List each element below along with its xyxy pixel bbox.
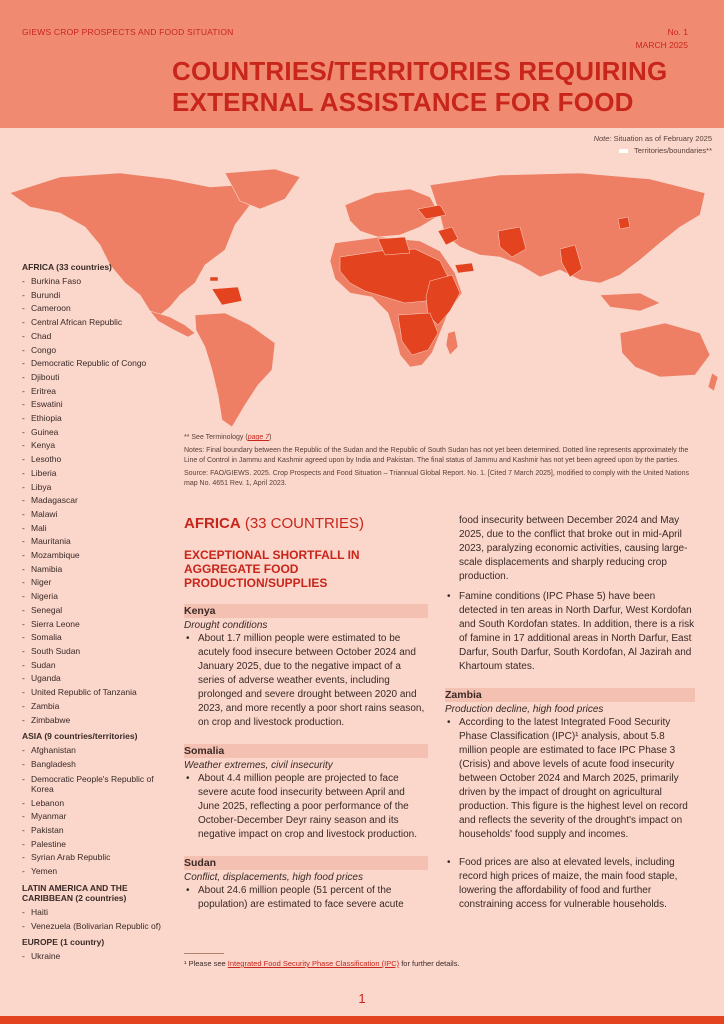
list-item: - Afghanistan: [22, 744, 172, 758]
list-item: - United Republic of Tanzania: [22, 686, 172, 700]
country-heading-somalia: Somalia: [184, 744, 428, 758]
legend-swatch: [619, 149, 628, 153]
country-heading-zambia: Zambia: [445, 688, 695, 702]
kenya-subtitle: Drought conditions: [184, 620, 268, 631]
south-america-landmass: [195, 313, 275, 427]
list-item: - Chad: [22, 330, 172, 344]
asia-list-title: ASIA (9 countries/territories): [22, 731, 138, 742]
list-item: - Syrian Arab Republic: [22, 851, 172, 865]
source-note: Source: FAO/GIEWS. 2025. Crop Prospects and Food Situation – Triannual Global Report. No. 1. [Cited 7 March 2025], modified to comply with the United Nations map No. 4651 Rev. 1, April 2023.: [184, 470, 690, 487]
list-item: - Uganda: [22, 672, 172, 686]
list-item: - Namibia: [22, 563, 172, 577]
list-item: - Zimbabwe: [22, 714, 172, 728]
list-item: - Cameroon: [22, 302, 172, 316]
list-item: - Lesotho: [22, 453, 172, 467]
sudan-subtitle: Conflict, displacements, high food prices: [184, 872, 363, 883]
list-item: - Zambia: [22, 700, 172, 714]
list-item: - Haiti: [22, 906, 172, 920]
terminology-link[interactable]: page 7: [247, 434, 270, 441]
list-item: - Burundi: [22, 289, 172, 303]
list-item: - Democratic Republic of Congo: [22, 357, 172, 371]
content-column-right: [445, 514, 695, 926]
bottom-bar: [0, 1016, 724, 1024]
note-label: Note:: [593, 134, 612, 143]
haiti-highlight: [210, 277, 218, 281]
boundary-note: Notes: Final boundary between the Republic of the Sudan and the Republic of South Sudan has not yet been determined. Dotted line represents approximately the Line of Control in Jammu and Kashmir agreed upon by India and Pakistan. The final status of Jammu and Kashmir has not yet been agreed upon by the parties.: [184, 447, 689, 464]
list-item: - Kenya: [22, 439, 172, 453]
header-banner: [0, 0, 724, 128]
zambia-bullet: • According to the latest Integrated Food Security Phase Classification (IPC)¹ analysis, about 5.8 million people are estimated to face IPC Phase 3 (Crisis) and above levels of acute food insecurity between October 2024 and March 2025, primarily driven by the impact of drought on agricultural production. This figure is the highest level on record and reflects the severity of the drought's impact on households' food supply and incomes.: [445, 716, 695, 842]
list-item: - Sierra Leone: [22, 618, 172, 632]
list-item: - Venezuela (Bolivarian Republic of): [22, 920, 172, 934]
madagascar-landmass: [446, 331, 458, 355]
list-item: - Malawi: [22, 508, 172, 522]
list-item: - Democratic People's Republic of Korea: [22, 774, 172, 795]
map-note: Note: Situation as of February 2025 Territories/boundaries**: [593, 134, 712, 155]
list-item: - Mauritania: [22, 535, 172, 549]
sudan-bullet-2: • Famine conditions (IPC Phase 5) have been detected in ten areas in North Darfur, West Kordofan and South Kordofan states. In addition, there is a risk of famine in 17 additional areas in North Darfur, East Darfur, South Darfur, South Kordofan, Al Jazirah and Khartoum states.: [445, 590, 695, 674]
dpr-korea-highlight: [618, 217, 630, 229]
terminology-note: ** See Terminology (page 7): [184, 434, 272, 441]
page-title: COUNTRIES/TERRITORIES REQUIRING EXTERNAL ASSISTANCE FOR FOOD: [172, 56, 668, 117]
latam-list-title: LATIN AMERICA AND THE CARIBBEAN (2 countries): [22, 882, 128, 903]
issue-number: No. 1: [667, 27, 688, 37]
list-item: - Lebanon: [22, 797, 172, 811]
ipc-link[interactable]: Integrated Food Security Phase Classification (IPC): [227, 959, 400, 968]
africa-country-list: [22, 275, 172, 727]
section-heading: EXCEPTIONAL SHORTFALL IN AGGREGATE FOOD PRODUCTION/SUPPLIES: [184, 548, 360, 590]
europe-country-list: [22, 950, 172, 964]
sudan-bullet: • About 24.6 million people (51 percent of the population) are estimated to face severe acute: [184, 884, 428, 912]
list-item: - Senegal: [22, 604, 172, 618]
list-item: - Mali: [22, 522, 172, 536]
list-item: - Nigeria: [22, 590, 172, 604]
australia-landmass: [620, 323, 710, 377]
list-item: - Congo: [22, 344, 172, 358]
list-item: - South Sudan: [22, 645, 172, 659]
latam-country-list: [22, 906, 172, 933]
list-item: - Madagascar: [22, 494, 172, 508]
africa-list-title: AFRICA (33 countries): [22, 262, 112, 272]
page-number: 1: [358, 991, 366, 1006]
sudan-bullet-continued: food insecurity between December 2024 and May 2025, due to the conflict that broke out in mid-April 2023, paralyzing economic activities, causing large-scale displacements and sharply reducing crop production.: [459, 515, 688, 582]
asia-country-list: [22, 744, 172, 879]
zambia-subtitle: Production decline, high food prices: [445, 704, 604, 715]
list-item: - Ukraine: [22, 950, 172, 964]
list-item: - Central African Republic: [22, 316, 172, 330]
somalia-subtitle: Weather extremes, civil insecurity: [184, 760, 333, 771]
list-item: - Djibouti: [22, 371, 172, 385]
list-item: - Ethiopia: [22, 412, 172, 426]
publication-series: GIEWS CROP PROSPECTS AND FOOD SITUATION: [22, 27, 234, 37]
list-item: - Eswatini: [22, 398, 172, 412]
yemen-highlight: [455, 263, 474, 273]
list-item: - Liberia: [22, 467, 172, 481]
map-notes: [184, 433, 696, 492]
venezuela-highlight: [212, 287, 242, 305]
country-heading-sudan: Sudan: [184, 856, 428, 870]
list-item: - Libya: [22, 481, 172, 495]
footnote-divider: [184, 953, 224, 954]
southeast-asia-islands: [600, 293, 660, 311]
list-item: - Niger: [22, 576, 172, 590]
list-item: - Mozambique: [22, 549, 172, 563]
list-item: - Eritrea: [22, 385, 172, 399]
somalia-bullet: • About 4.4 million people are projected to face severe acute food insecurity between April and June 2025, reflecting a poor performance of the October-December Deyr rainy season and its negative impact on crop and livestock production.: [184, 772, 428, 842]
list-item: - Bangladesh: [22, 758, 172, 772]
zambia-bullet-2: • Food prices are also at elevated levels, including record high prices of maize, the main food staple, lowering the affordability of food and further constraining access for vulnerable households.: [445, 856, 695, 912]
legend-label: Territories/boundaries**: [634, 146, 712, 155]
content-column-left: [184, 515, 428, 926]
list-item: - Yemen: [22, 865, 172, 879]
europe-list-title: EUROPE (1 country): [22, 937, 105, 948]
list-item: - Somalia: [22, 631, 172, 645]
issue-date: MARCH 2025: [635, 40, 688, 50]
list-item: - Guinea: [22, 426, 172, 440]
issue-info: [636, 26, 688, 52]
list-item: - Palestine: [22, 838, 172, 852]
list-item: - Sudan: [22, 659, 172, 673]
list-item: - Pakistan: [22, 824, 172, 838]
kenya-bullet: • About 1.7 million people were estimated to be acutely food insecure between October 2024 and January 2025, due to the negative impact of a series of adverse weather events, including prolonged and severe drought between 2020 and 2023, and more recently a poor short rains season, on crop and livestock production.: [184, 632, 428, 730]
country-list-sidebar: [22, 262, 172, 964]
list-item: - Burkina Faso: [22, 275, 172, 289]
new-zealand-landmass: [708, 373, 718, 391]
region-heading: AFRICA (33 COUNTRIES): [184, 515, 365, 532]
list-item: - Myanmar: [22, 810, 172, 824]
country-heading-kenya: Kenya: [184, 604, 428, 618]
footnote: ¹ Please see Integrated Food Security Phase Classification (IPC) for further details.: [184, 959, 460, 968]
